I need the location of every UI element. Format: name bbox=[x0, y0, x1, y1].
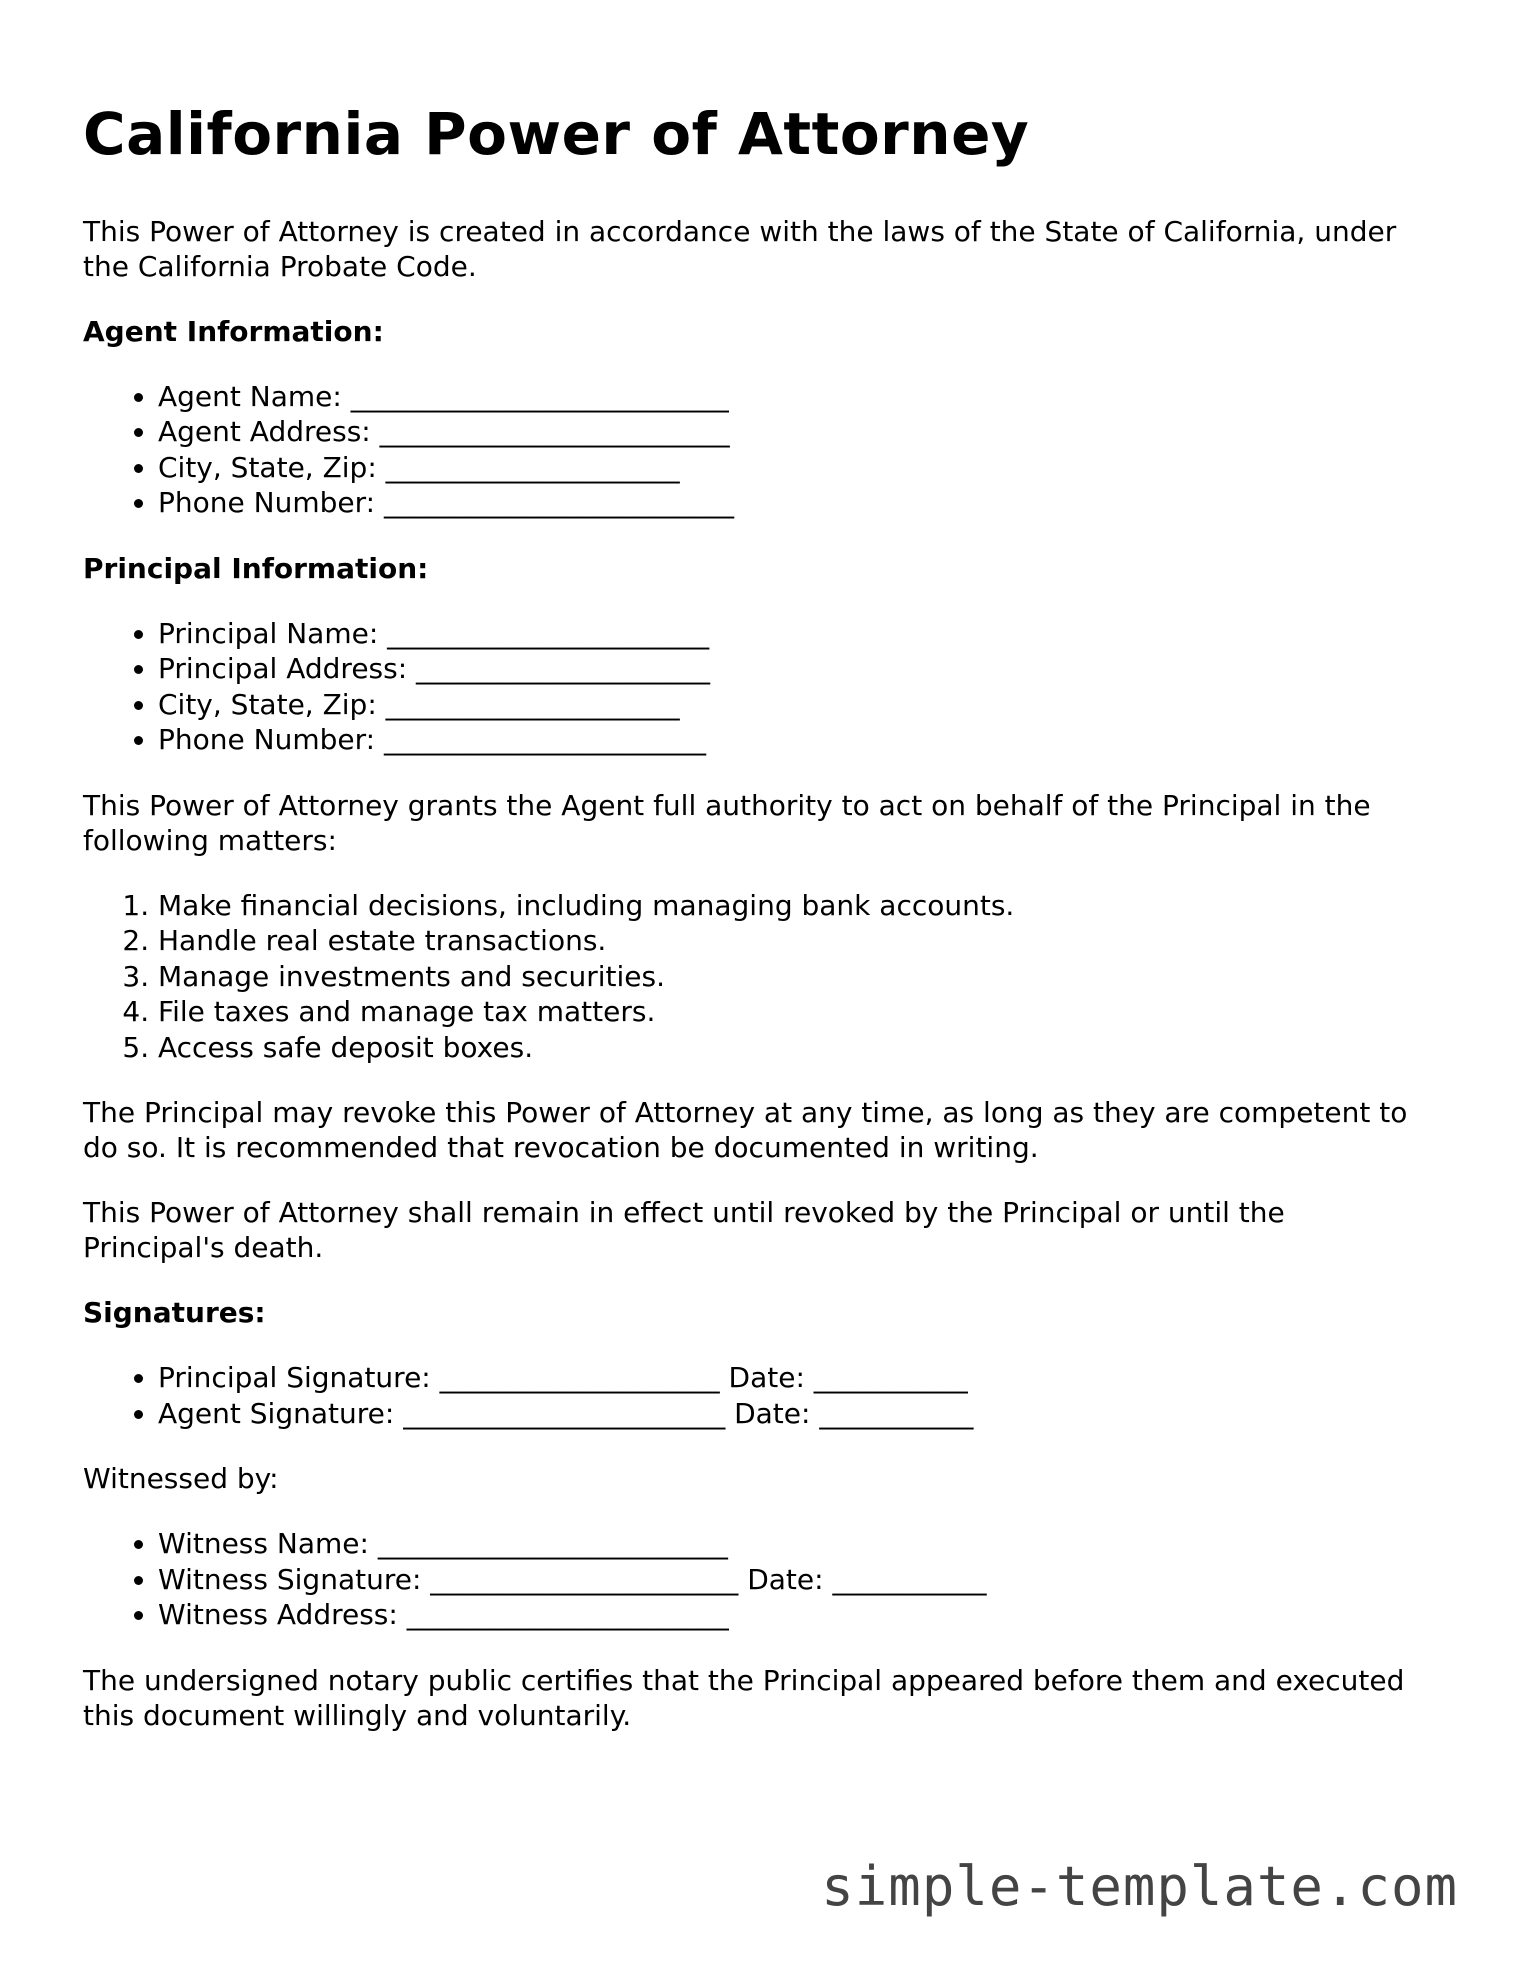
principal-info-heading: Principal Information: bbox=[83, 551, 429, 585]
revocation-paragraph: The Principal may revoke this Power of Attorney at any time, as long as they are competent to do so. It is recommended that revocation be documented in writing. bbox=[83, 1096, 1408, 1165]
agent-phone-field: • Phone Number: _________________________ bbox=[158, 485, 1423, 521]
witness-address-field: • Witness Address: _______________________ bbox=[158, 1597, 1423, 1633]
witness-signature-field: • Witness Signature: ______________________ Date: ___________ bbox=[158, 1562, 1423, 1598]
agent-info-list bbox=[83, 379, 1423, 521]
principal-info-list bbox=[83, 616, 1423, 758]
signatures-heading: Signatures: bbox=[83, 1296, 266, 1330]
witness-list bbox=[83, 1526, 1423, 1633]
witnessed-by-label: Witnessed by: bbox=[83, 1462, 279, 1496]
power-item: 5. Access safe deposit boxes. bbox=[158, 1030, 1423, 1066]
power-item: 2. Handle real estate transactions. bbox=[158, 923, 1423, 959]
principal-phone-field: • Phone Number: _______________________ bbox=[158, 722, 1423, 758]
principal-signature-field: • Principal Signature: ____________________ Date: ___________ bbox=[158, 1360, 1423, 1396]
page-title: California Power of Attorney bbox=[83, 100, 1030, 168]
power-item: 4. File taxes and manage tax matters. bbox=[158, 994, 1423, 1030]
agent-info-heading: Agent Information: bbox=[83, 314, 384, 348]
duration-paragraph: This Power of Attorney shall remain in effect until revoked by the Principal or until the Principal's death. bbox=[83, 1196, 1285, 1265]
notary-paragraph: The undersigned notary public certifies that the Principal appeared before them and executed this document willingly and voluntarily. bbox=[83, 1663, 1405, 1732]
intro-paragraph: This Power of Attorney is created in accordance with the laws of the State of California, under the California Probate Code. bbox=[83, 214, 1397, 283]
document-page bbox=[83, 100, 1423, 1763]
agent-address-field: • Agent Address: _________________________ bbox=[158, 414, 1423, 450]
principal-city-state-zip-field: • City, State, Zip: _____________________ bbox=[158, 687, 1423, 723]
agent-signature-field: • Agent Signature: _______________________ Date: ___________ bbox=[158, 1396, 1423, 1432]
agent-city-state-zip-field: • City, State, Zip: _____________________ bbox=[158, 450, 1423, 486]
power-item: 3. Manage investments and securities. bbox=[158, 959, 1423, 995]
power-item: 1. Make financial decisions, including managing bank accounts. bbox=[158, 888, 1423, 924]
powers-list bbox=[83, 888, 1423, 1066]
grants-intro-paragraph: This Power of Attorney grants the Agent full authority to act on behalf of the Principal in the following matters: bbox=[83, 788, 1371, 857]
agent-name-field: • Agent Name: ___________________________ bbox=[158, 379, 1423, 415]
signatures-list bbox=[83, 1360, 1423, 1431]
principal-address-field: • Principal Address: _____________________ bbox=[158, 651, 1423, 687]
principal-name-field: • Principal Name: _______________________ bbox=[158, 616, 1423, 652]
site-watermark: simple-template.com bbox=[821, 1855, 1458, 1918]
witness-name-field: • Witness Name: _________________________ bbox=[158, 1526, 1423, 1562]
